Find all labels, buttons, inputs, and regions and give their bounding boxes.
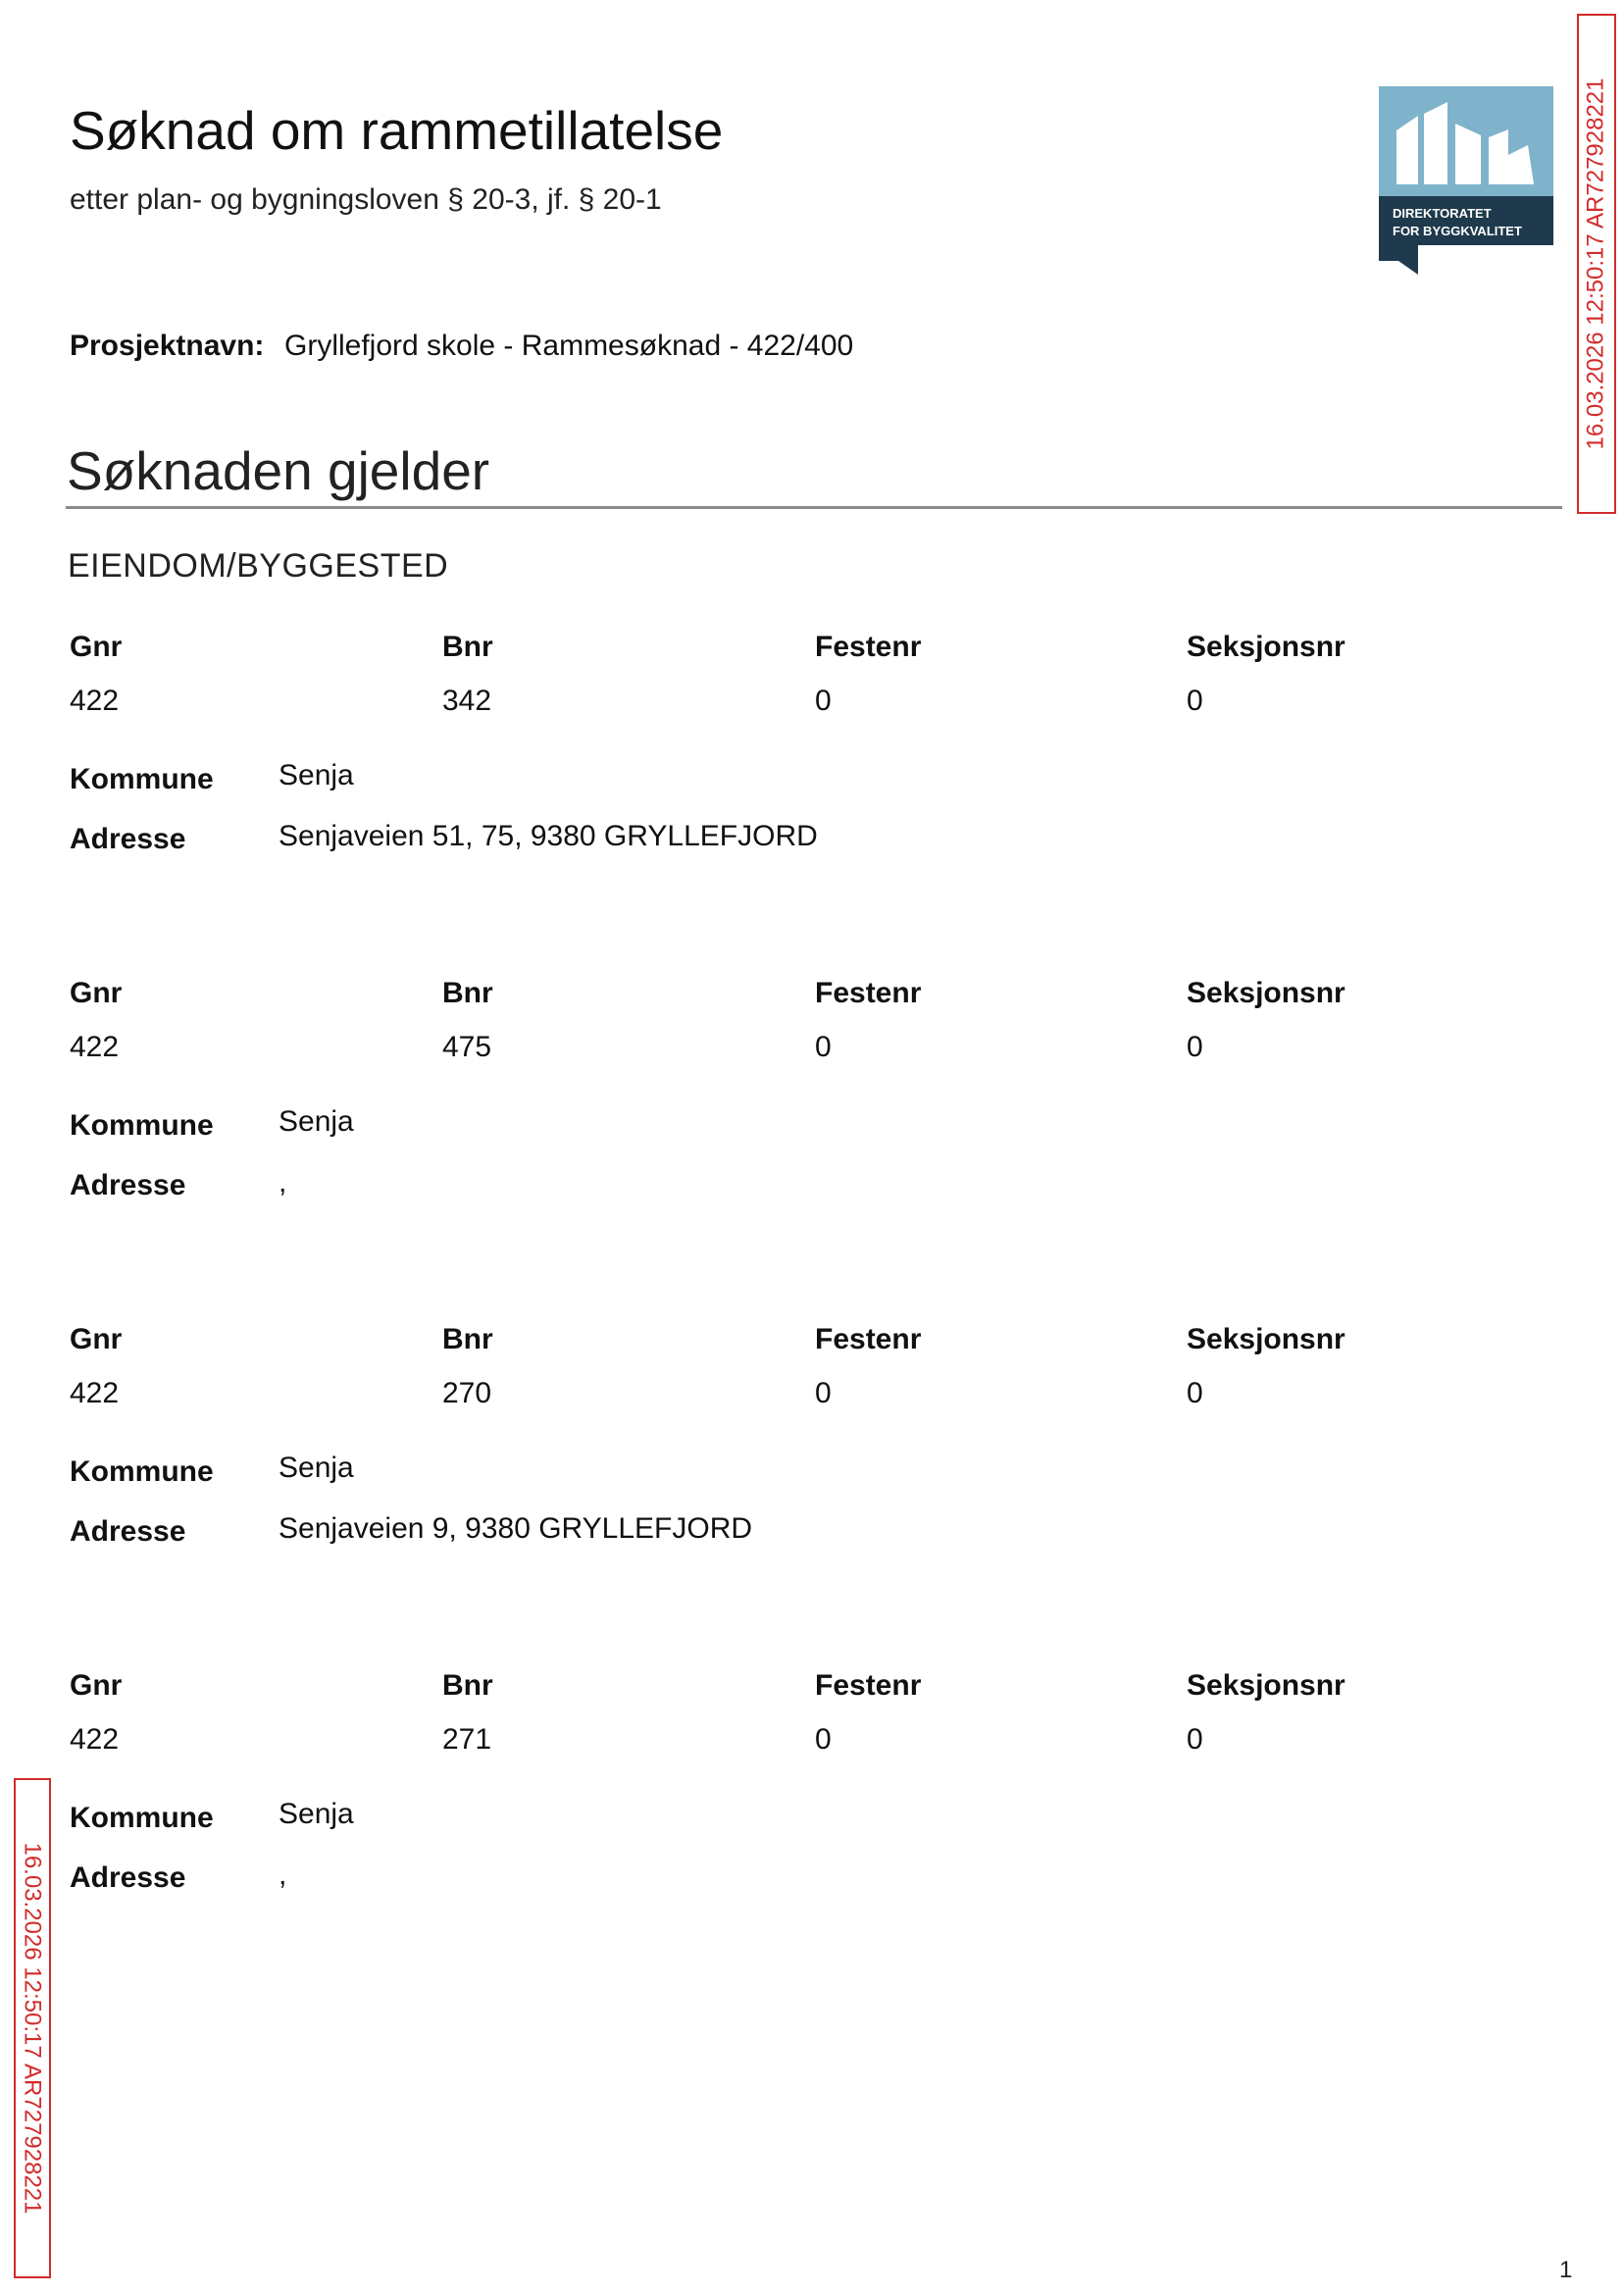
festenr-header: Festenr (815, 977, 922, 1009)
festenr-value: 0 (815, 685, 832, 717)
festenr-value: 0 (815, 1723, 832, 1756)
logo-line1: DIREKTORATET (1393, 206, 1492, 221)
festenr-header: Festenr (815, 631, 922, 663)
kommune-value: Senja (279, 1798, 354, 1830)
adresse-value: Senjaveien 51, 75, 9380 GRYLLEFJORD (279, 820, 818, 852)
festenr-header: Festenr (815, 1323, 922, 1355)
seksjonsnr-value: 0 (1187, 1723, 1203, 1756)
gnr-header: Gnr (70, 1669, 123, 1702)
gnr-header: Gnr (70, 977, 123, 1009)
page-number: 1 (1559, 2257, 1573, 2283)
bnr-header: Bnr (442, 977, 493, 1009)
seksjonsnr-header: Seksjonsnr (1187, 977, 1345, 1009)
receipt-stamp-text: 16.03.2026 12:50:17 AR727928221 (20, 1842, 46, 2215)
kommune-label: Kommune (70, 1802, 214, 1834)
project-name: Gryllefjord skole - Rammesøknad - 422/400 (284, 330, 854, 362)
receipt-stamp-bottom (14, 1778, 51, 2278)
seksjonsnr-value: 0 (1187, 1031, 1203, 1063)
bnr-value: 342 (442, 685, 492, 717)
property-block (0, 628, 1569, 883)
bnr-header: Bnr (442, 1669, 493, 1702)
bnr-value: 270 (442, 1377, 492, 1409)
kommune-label: Kommune (70, 1455, 214, 1488)
logo-line2: FOR BYGGKVALITET (1393, 224, 1522, 238)
section-heading: Søknaden gjelder (67, 440, 490, 501)
property-block (0, 1666, 1569, 1921)
project-label: Prosjektnavn: (70, 330, 265, 362)
gnr-value: 422 (70, 685, 120, 717)
adresse-value: , (279, 1859, 287, 1891)
adresse-label: Adresse (70, 823, 186, 855)
gnr-header: Gnr (70, 631, 123, 663)
seksjonsnr-header: Seksjonsnr (1187, 631, 1345, 663)
property-subheading: EIENDOM/BYGGESTED (68, 547, 449, 585)
document-subtitle: etter plan- og bygningsloven § 20-3, jf. § 20-1 (70, 183, 662, 216)
dibk-logo-graphic (1379, 86, 1553, 275)
dibk-logo (1379, 86, 1553, 275)
gnr-value: 422 (70, 1031, 120, 1063)
section-divider (66, 506, 1562, 509)
adresse-value: Senjaveien 9, 9380 GRYLLEFJORD (279, 1512, 753, 1545)
adresse-label: Adresse (70, 1169, 186, 1201)
kommune-value: Senja (279, 759, 354, 791)
gnr-header: Gnr (70, 1323, 123, 1355)
kommune-label: Kommune (70, 1109, 214, 1142)
gnr-value: 422 (70, 1377, 120, 1409)
document-title: Søknad om rammetillatelse (70, 100, 724, 161)
adresse-label: Adresse (70, 1515, 186, 1548)
festenr-header: Festenr (815, 1669, 922, 1702)
bnr-header: Bnr (442, 1323, 493, 1355)
kommune-value: Senja (279, 1105, 354, 1138)
festenr-value: 0 (815, 1031, 832, 1063)
seksjonsnr-value: 0 (1187, 685, 1203, 717)
receipt-stamp-top (1577, 14, 1616, 514)
seksjonsnr-header: Seksjonsnr (1187, 1669, 1345, 1702)
festenr-value: 0 (815, 1377, 832, 1409)
bnr-value: 271 (442, 1723, 492, 1756)
property-block (0, 974, 1569, 1229)
gnr-value: 422 (70, 1723, 120, 1756)
seksjonsnr-value: 0 (1187, 1377, 1203, 1409)
kommune-label: Kommune (70, 763, 214, 795)
kommune-value: Senja (279, 1452, 354, 1484)
property-block (0, 1320, 1569, 1575)
adresse-label: Adresse (70, 1861, 186, 1894)
seksjonsnr-header: Seksjonsnr (1187, 1323, 1345, 1355)
bnr-value: 475 (442, 1031, 492, 1063)
bnr-header: Bnr (442, 631, 493, 663)
receipt-stamp-text: 16.03.2026 12:50:17 AR727928221 (1583, 77, 1609, 450)
adresse-value: , (279, 1166, 287, 1198)
